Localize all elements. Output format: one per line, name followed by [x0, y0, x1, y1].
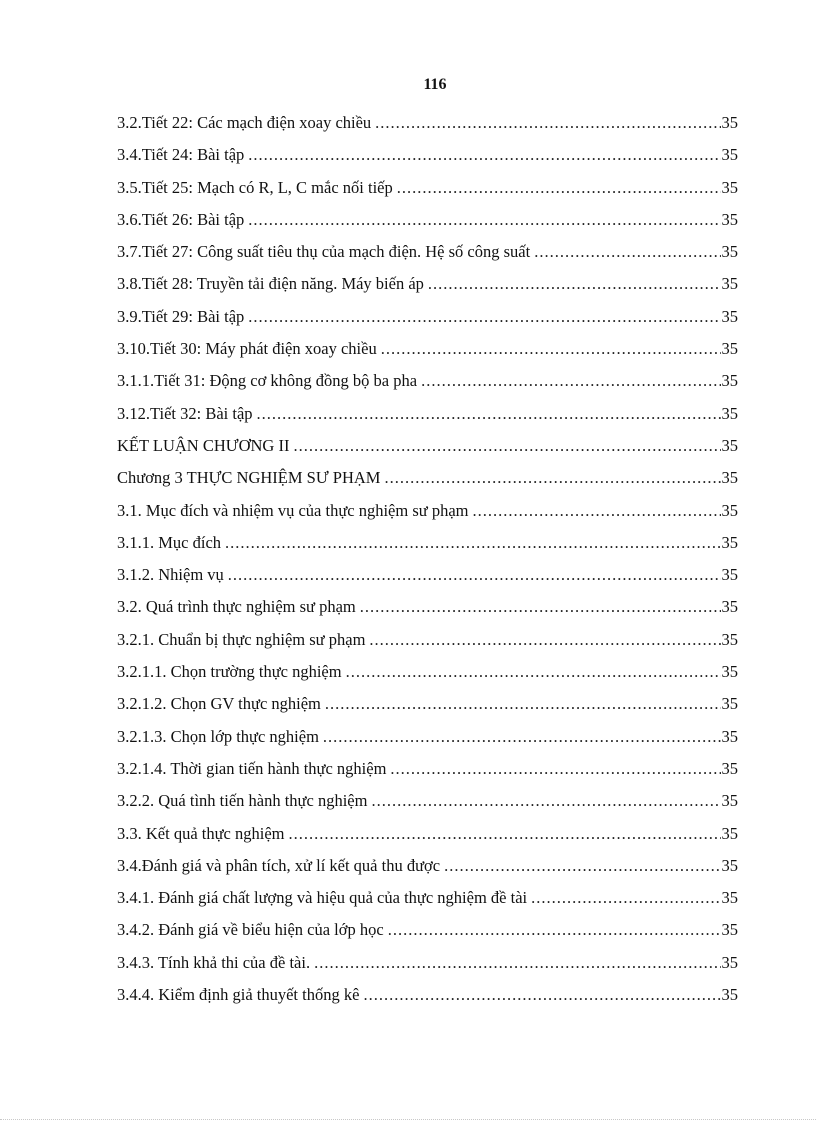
- toc-entry: [117, 178, 738, 210]
- toc-entry: [117, 501, 738, 533]
- toc-entry: [117, 145, 738, 177]
- toc-leader-dots: [534, 242, 720, 262]
- toc-leader-dots: [257, 404, 721, 424]
- toc-leader-dots: [444, 856, 720, 876]
- toc-entry-page: 35: [721, 145, 738, 165]
- toc-entry: [117, 727, 738, 759]
- toc-entry-label: 3.9.Tiết 29: Bài tập: [117, 306, 245, 326]
- toc-entry: [117, 953, 738, 985]
- toc-leader-dots: [325, 694, 721, 714]
- toc-leader-dots: [375, 113, 720, 133]
- toc-entry-label: 3.4.4. Kiểm định giả thuyết thống kê: [117, 985, 360, 1005]
- toc-leader-dots: [369, 630, 720, 650]
- toc-entry-page: 35: [721, 274, 738, 294]
- toc-entry-page: 35: [721, 468, 738, 488]
- toc-entry-label: 3.3. Kết quả thực nghiệm: [117, 823, 285, 843]
- toc-entry-label: 3.6.Tiết 26: Bài tập: [117, 209, 245, 229]
- toc-entry-label: Chương 3 THỰC NGHIỆM SƯ PHẠM: [117, 468, 381, 488]
- toc-entry-label: 3.2.1.3. Chọn lớp thực nghiệm: [117, 726, 319, 746]
- toc-entry-page: 35: [721, 823, 738, 843]
- toc-entry-page: 35: [721, 791, 738, 811]
- toc-entry-page: 35: [721, 500, 738, 520]
- toc-entry-label: 3.1.1.Tiết 31: Động cơ không đồng bộ ba pha: [117, 371, 418, 391]
- toc-entry-label: 3.2.1.2. Chọn GV thực nghiệm: [117, 694, 321, 714]
- toc-entry: [117, 824, 738, 856]
- toc-entry-page: 35: [721, 629, 738, 649]
- toc-leader-dots: [472, 501, 720, 521]
- toc-entry-page: 35: [721, 339, 738, 359]
- toc-entry-page: 35: [721, 597, 738, 617]
- toc-entry-label: 3.2.Tiết 22: Các mạch điện xoay chiều: [117, 113, 372, 132]
- toc-entry-label: 3.4.2. Đánh giá về biểu hiện của lớp học: [117, 920, 384, 940]
- toc-entry-label: 3.5.Tiết 25: Mạch có R, L, C mắc nối tiếp: [117, 177, 393, 197]
- toc-entry-page: 35: [721, 209, 738, 229]
- toc-leader-dots: [531, 888, 720, 908]
- toc-leader-dots: [293, 436, 720, 456]
- toc-leader-dots: [248, 307, 720, 327]
- toc-entry: [117, 404, 738, 436]
- toc-entry-page: 35: [721, 113, 738, 132]
- toc-entry: [117, 339, 738, 371]
- toc-entry-label: 3.4.Đánh giá và phân tích, xử lí kết quả thu được: [117, 855, 441, 875]
- toc-entry-page: 35: [721, 855, 738, 875]
- toc-entry-label: KẾT LUẬN CHƯƠNG II: [117, 435, 290, 455]
- toc-entry-page: 35: [721, 371, 738, 391]
- toc-leader-dots: [384, 468, 720, 488]
- toc-entry: [117, 210, 738, 242]
- toc-entry-label: 3.1.2. Nhiệm vụ: [117, 565, 224, 585]
- toc-entry: [117, 630, 738, 662]
- toc-entry-page: 35: [721, 435, 738, 455]
- toc-entry: [117, 565, 738, 597]
- toc-leader-dots: [363, 985, 720, 1005]
- toc-entry-label: 3.4.3. Tính khả thi của đề tài.: [117, 952, 311, 972]
- toc-entry-label: 3.1.1. Mục đích: [117, 532, 222, 552]
- toc-leader-dots: [381, 339, 721, 359]
- toc-entry: [117, 985, 738, 1017]
- toc-leader-dots: [314, 953, 720, 973]
- toc-leader-dots: [371, 791, 720, 811]
- toc-entry: [117, 694, 738, 726]
- toc-entry: [117, 274, 738, 306]
- toc-entry-label: 3.2. Quá trình thực nghiệm sư phạm: [117, 597, 356, 617]
- toc-entry-label: 3.12.Tiết 32: Bài tập: [117, 403, 253, 423]
- toc-entry-page: 35: [721, 565, 738, 585]
- toc-entry: [117, 468, 738, 500]
- toc-leader-dots: [248, 210, 720, 230]
- toc-leader-dots: [346, 662, 721, 682]
- page-number: 116: [423, 76, 447, 93]
- toc-leader-dots: [388, 920, 721, 940]
- toc-entry-page: 35: [721, 306, 738, 326]
- toc-entry: [117, 759, 738, 791]
- toc-entry-label: 3.4.1. Đánh giá chất lượng và hiệu quả của thực nghiệm đề tài: [117, 888, 528, 908]
- toc-leader-dots: [228, 565, 721, 585]
- toc-entry-page: 35: [721, 888, 738, 908]
- toc-leader-dots: [323, 727, 721, 747]
- toc-entry: [117, 791, 738, 823]
- toc-leader-dots: [428, 274, 721, 294]
- toc-entry: [117, 533, 738, 565]
- toc-leader-dots: [360, 597, 721, 617]
- toc-leader-dots: [225, 533, 720, 553]
- toc-entry-label: 3.2.1.1. Chọn trường thực nghiệm: [117, 662, 342, 682]
- toc-entry-label: 3.7.Tiết 27: Công suất tiêu thụ của mạch điện. Hệ số công suất: [117, 242, 531, 262]
- toc-leader-dots: [390, 759, 720, 779]
- toc-entry-page: 35: [721, 403, 738, 423]
- toc-entry-label: 3.2.1. Chuẩn bị thực nghiệm sư phạm: [117, 629, 366, 649]
- toc-entry-label: 3.8.Tiết 28: Truyền tải điện năng. Máy biến áp: [117, 274, 424, 294]
- toc-entry: [117, 113, 738, 145]
- toc-entry-page: 35: [721, 726, 738, 746]
- toc-leader-dots: [397, 178, 721, 198]
- toc-entry-label: 3.4.Tiết 24: Bài tập: [117, 145, 245, 165]
- toc-entry: [117, 888, 738, 920]
- toc-entry-page: 35: [721, 952, 738, 972]
- toc-entry: [117, 856, 738, 888]
- table-of-contents: [117, 113, 738, 1017]
- toc-leader-dots: [248, 145, 720, 165]
- toc-entry: [117, 597, 738, 629]
- toc-entry-label: 3.1. Mục đích và nhiệm vụ của thực nghiệm sư phạm: [117, 500, 469, 520]
- toc-entry-page: 35: [721, 242, 738, 262]
- toc-entry-page: 35: [721, 532, 738, 552]
- toc-leader-dots: [421, 371, 720, 391]
- toc-entry: [117, 662, 738, 694]
- toc-entry: [117, 436, 738, 468]
- toc-entry: [117, 371, 738, 403]
- toc-entry: [117, 307, 738, 339]
- toc-entry-label: 3.2.2. Quá tình tiến hành thực nghiệm: [117, 791, 368, 811]
- toc-entry-page: 35: [721, 985, 738, 1005]
- toc-entry-page: 35: [721, 758, 738, 778]
- toc-entry: [117, 920, 738, 952]
- toc-entry-label: 3.2.1.4. Thời gian tiến hành thực nghiệm: [117, 758, 387, 778]
- toc-entry-page: 35: [721, 920, 738, 940]
- toc-entry: [117, 242, 738, 274]
- toc-entry-page: 35: [721, 694, 738, 714]
- toc-entry-page: 35: [721, 177, 738, 197]
- toc-leader-dots: [289, 824, 721, 844]
- toc-entry-label: 3.10.Tiết 30: Máy phát điện xoay chiều: [117, 339, 377, 359]
- toc-entry-page: 35: [721, 662, 738, 682]
- page-bottom-divider: [0, 1119, 816, 1120]
